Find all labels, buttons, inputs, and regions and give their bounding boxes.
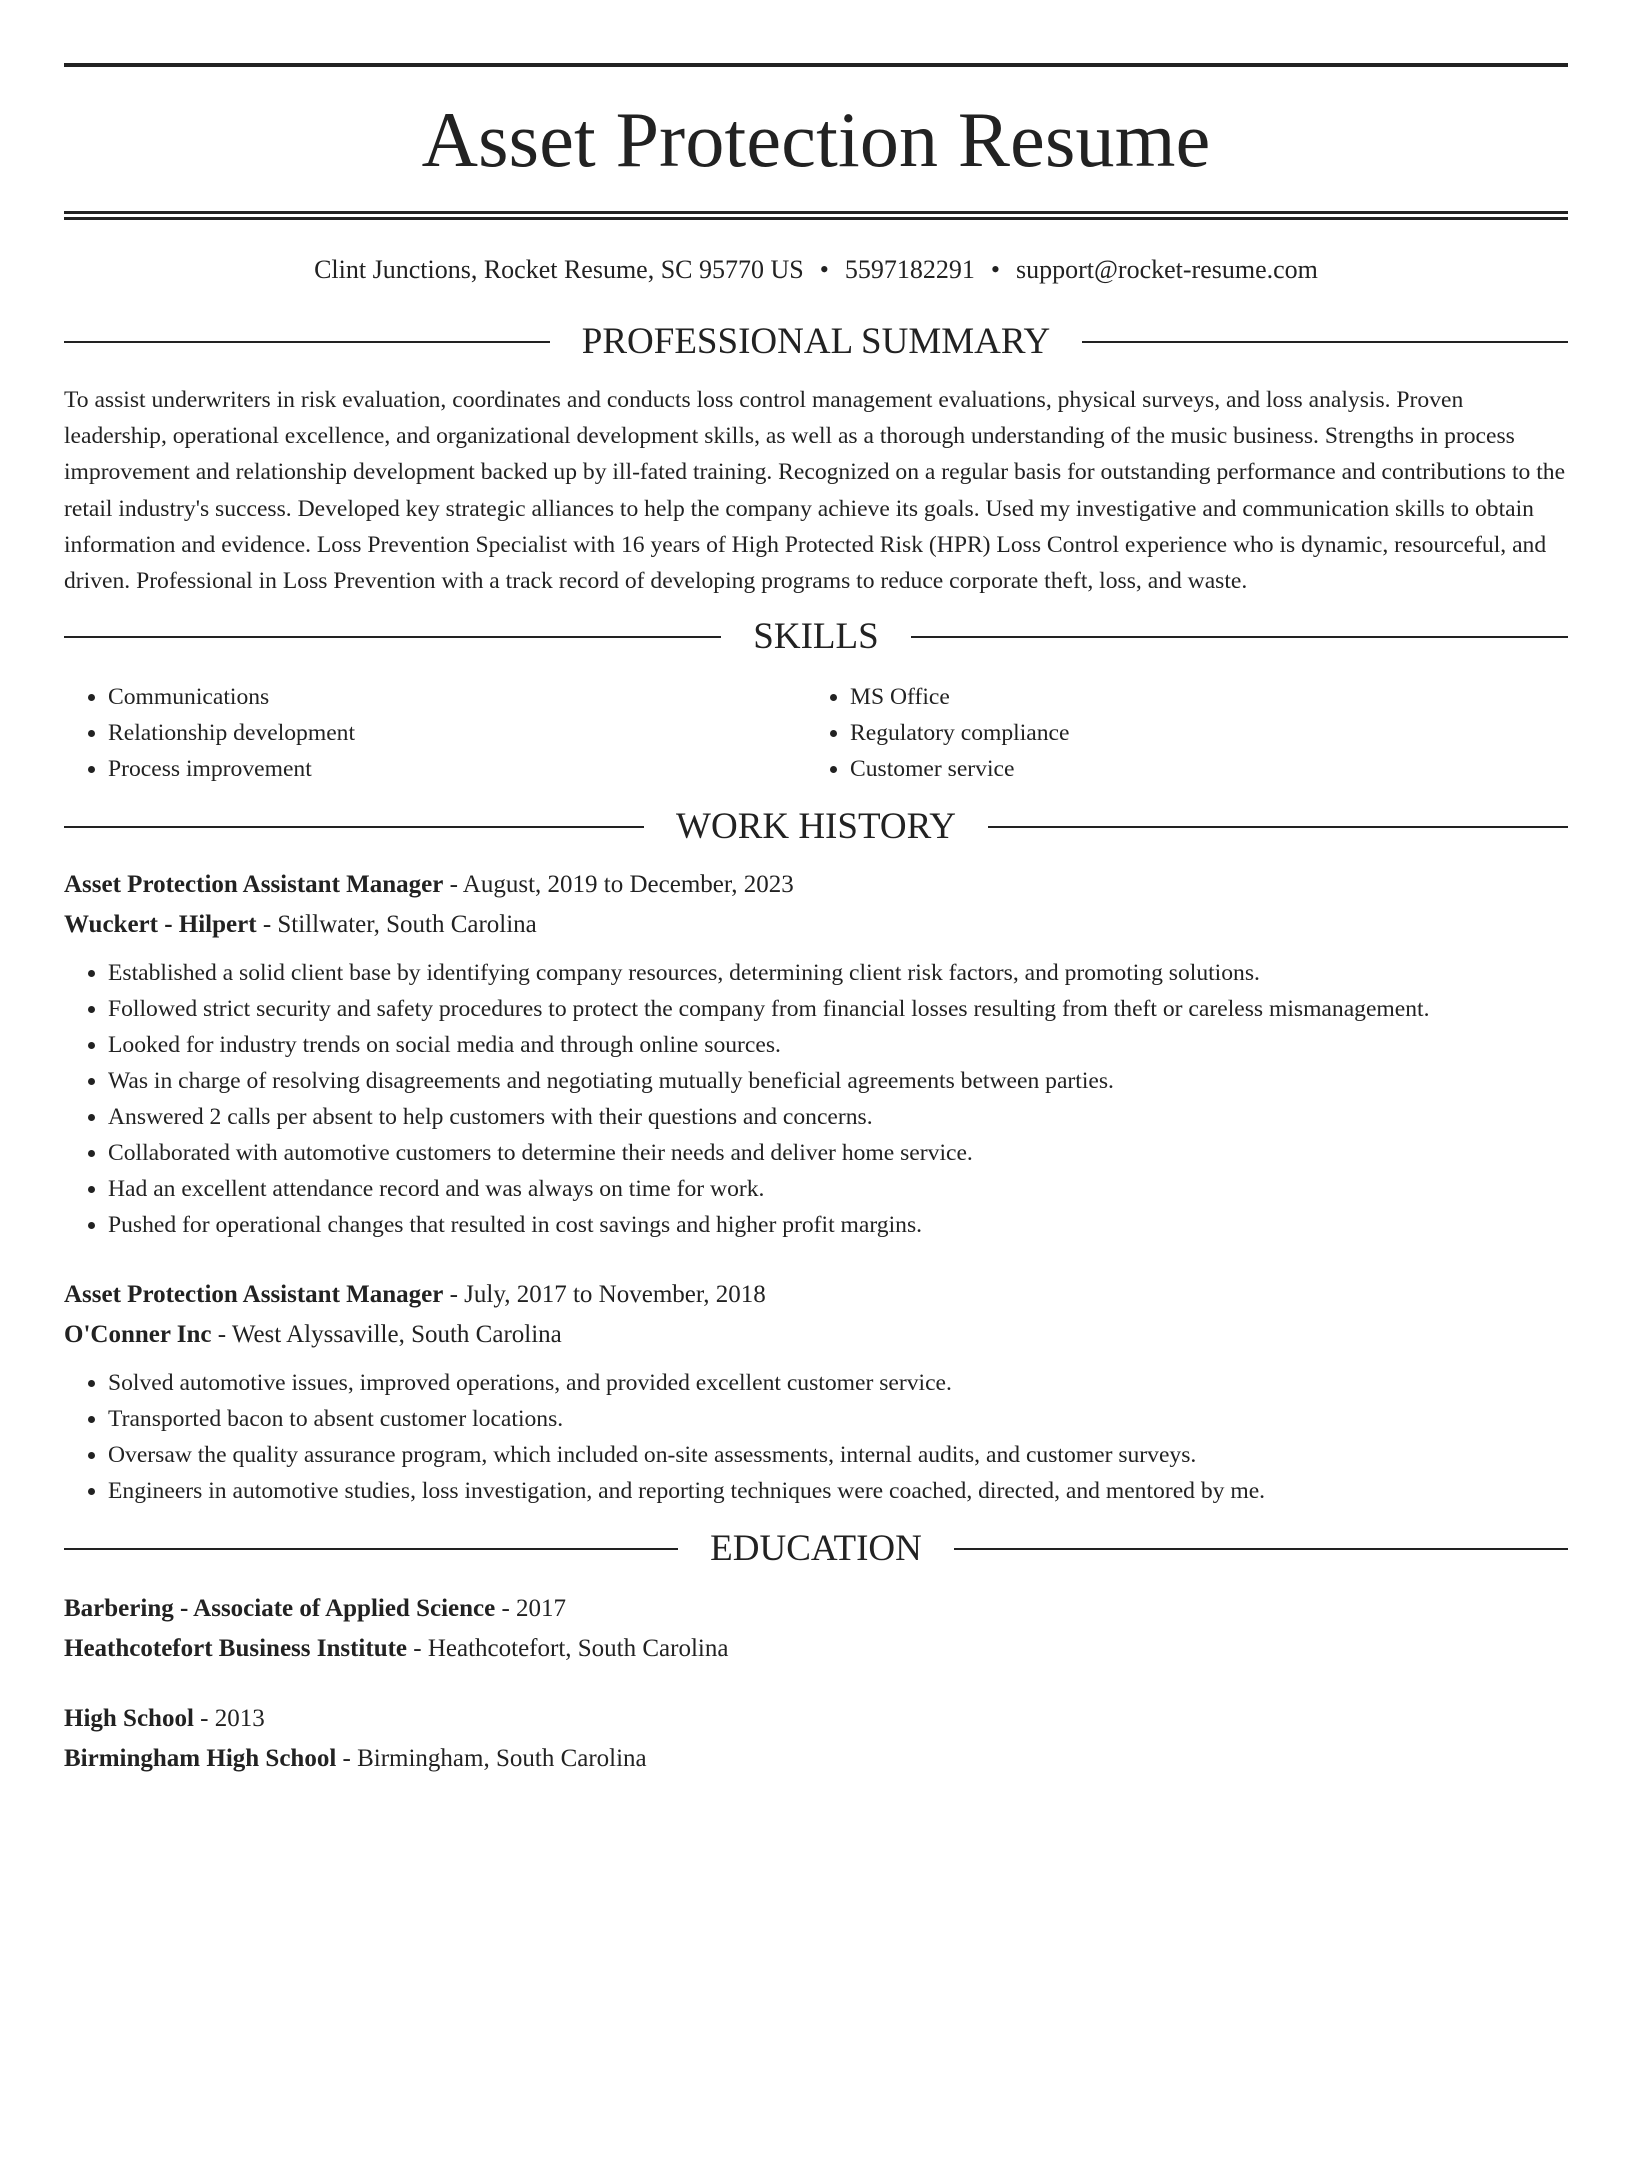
skill-item: • MS Office	[850, 679, 1548, 715]
heading-rule-right	[988, 826, 1568, 828]
summary-heading	[64, 312, 1568, 372]
skills-heading-label: SKILLS	[753, 616, 879, 658]
education-year: - 2017	[495, 1595, 567, 1623]
summary-text: To assist underwriters in risk evaluation, coordinates and conducts loss control management evaluations, physical surveys, and loss analysis. Proven leadership, operational excellence, and organizational development skills, as well as a thorough understanding of the music business. Strengths in process improvement and relationship development backed up by ill-fated training. Recognized on a regular basis for outstanding performance and contributions to the retail industry's success. Developed key strategic alliances to help the company achieve its goals. Used my investigative and communication skills to obtain information and evidence. Loss Prevention Specialist with 16 years of High Protected Risk (HPR) Loss Control experience who is dynamic, resourceful, and driven. Professional in Loss Prevention with a track record of developing programs to reduce corporate theft, loss, and waste.	[64, 387, 1566, 595]
contact-separator: •	[819, 255, 829, 284]
education-degree-line	[64, 1699, 1568, 1739]
education-school: Birmingham High School	[64, 1745, 337, 1773]
education-school-line	[64, 1629, 1568, 1669]
contact-separator: •	[990, 255, 1000, 284]
resume-page	[0, 63, 1632, 2175]
job-bullet: • Had an excellent attendance record and was always on time for work.	[108, 1171, 1568, 1207]
education-school-line	[64, 1739, 1568, 1779]
skill-item: • Customer service	[850, 751, 1548, 787]
heading-rule-left	[64, 636, 721, 638]
heading-rule-left	[64, 1548, 678, 1550]
skills-column-left	[64, 679, 806, 787]
job-bullet: • Pushed for operational changes that resulted in cost savings and higher profit margins.	[108, 1207, 1568, 1243]
education-degree: High School	[64, 1705, 194, 1733]
job-bullet: • Looked for industry trends on social media and through online sources.	[108, 1027, 1568, 1063]
job-dates: - July, 2017 to November, 2018	[443, 1281, 766, 1309]
job-title-line	[64, 865, 1568, 905]
skills-column-right	[806, 679, 1548, 787]
education-entry	[64, 1589, 1568, 1669]
contact-line	[64, 250, 1568, 290]
job-location: - West Alyssaville, South Carolina	[211, 1321, 562, 1349]
summary-heading-label: PROFESSIONAL SUMMARY	[581, 321, 1051, 362]
heading-rule-left	[64, 341, 550, 343]
skill-item: • Regulatory compliance	[850, 715, 1548, 751]
job-company: Wuckert - Hilpert	[64, 911, 257, 939]
skill-item: • Communications	[108, 679, 806, 715]
job-bullet: • Established a solid client base by identifying company resources, determining client risk factors, and promoting solutions.	[108, 955, 1568, 991]
job-company-line	[64, 905, 1568, 945]
job-company: O'Conner Inc	[64, 1321, 212, 1349]
education-school: Heathcotefort Business Institute	[64, 1635, 408, 1663]
job-entry	[64, 1275, 1568, 1509]
job-dates: - August, 2019 to December, 2023	[443, 871, 794, 899]
heading-rule-left	[64, 826, 644, 828]
education-year: - 2013	[193, 1705, 265, 1733]
page-title: Asset Protection Resume	[421, 96, 1211, 183]
skills-heading	[64, 607, 1568, 667]
heading-rule-right	[954, 1548, 1568, 1550]
education-location: - Heathcotefort, South Carolina	[407, 1635, 729, 1663]
skills-list	[64, 679, 1568, 787]
education-heading	[64, 1519, 1568, 1579]
work-heading	[64, 797, 1568, 857]
contact-email: support@rocket-resume.com	[1015, 255, 1318, 284]
job-location: - Stillwater, South Carolina	[256, 911, 537, 939]
job-bullet: • Solved automotive issues, improved operations, and provided excellent customer service.	[108, 1365, 1568, 1401]
education-entry	[64, 1699, 1568, 1779]
job-bullet: • Oversaw the quality assurance program, which included on-site assessments, internal audits, and customer surveys.	[108, 1437, 1568, 1473]
contact-phone: 5597182291	[844, 255, 975, 284]
job-title-line	[64, 1275, 1568, 1315]
education-heading-label: EDUCATION	[710, 1528, 922, 1570]
job-bullet: • Was in charge of resolving disagreements and negotiating mutually beneficial agreements between parties.	[108, 1063, 1568, 1099]
job-title: Asset Protection Assistant Manager	[64, 871, 444, 899]
job-bullets	[64, 1365, 1568, 1509]
work-heading-label: WORK HISTORY	[676, 806, 956, 848]
job-bullet: • Collaborated with automotive customers to determine their needs and deliver home service.	[108, 1135, 1568, 1171]
job-company-line	[64, 1315, 1568, 1355]
title-double-rule	[64, 211, 1568, 220]
job-title: Asset Protection Assistant Manager	[64, 1281, 444, 1309]
skill-item: • Process improvement	[108, 751, 806, 787]
education-degree-line	[64, 1589, 1568, 1629]
contact-address: Clint Junctions, Rocket Resume, SC 95770 US	[314, 255, 804, 284]
heading-rule-right	[911, 636, 1568, 638]
job-bullet: • Followed strict security and safety procedures to protect the company from financial losses resulting from theft or careless mismanagement.	[108, 991, 1568, 1027]
job-bullet: • Engineers in automotive studies, loss investigation, and reporting techniques were coached, directed, and mentored by me.	[108, 1473, 1568, 1509]
job-entry	[64, 865, 1568, 1243]
job-bullets	[64, 955, 1568, 1243]
skill-item: • Relationship development	[108, 715, 806, 751]
job-bullet: • Transported bacon to absent customer locations.	[108, 1401, 1568, 1437]
education-degree: Barbering - Associate of Applied Science	[64, 1595, 496, 1623]
job-bullet: • Answered 2 calls per absent to help customers with their questions and concerns.	[108, 1099, 1568, 1135]
education-location: - Birmingham, South Carolina	[336, 1745, 647, 1773]
heading-rule-right	[1082, 341, 1568, 343]
